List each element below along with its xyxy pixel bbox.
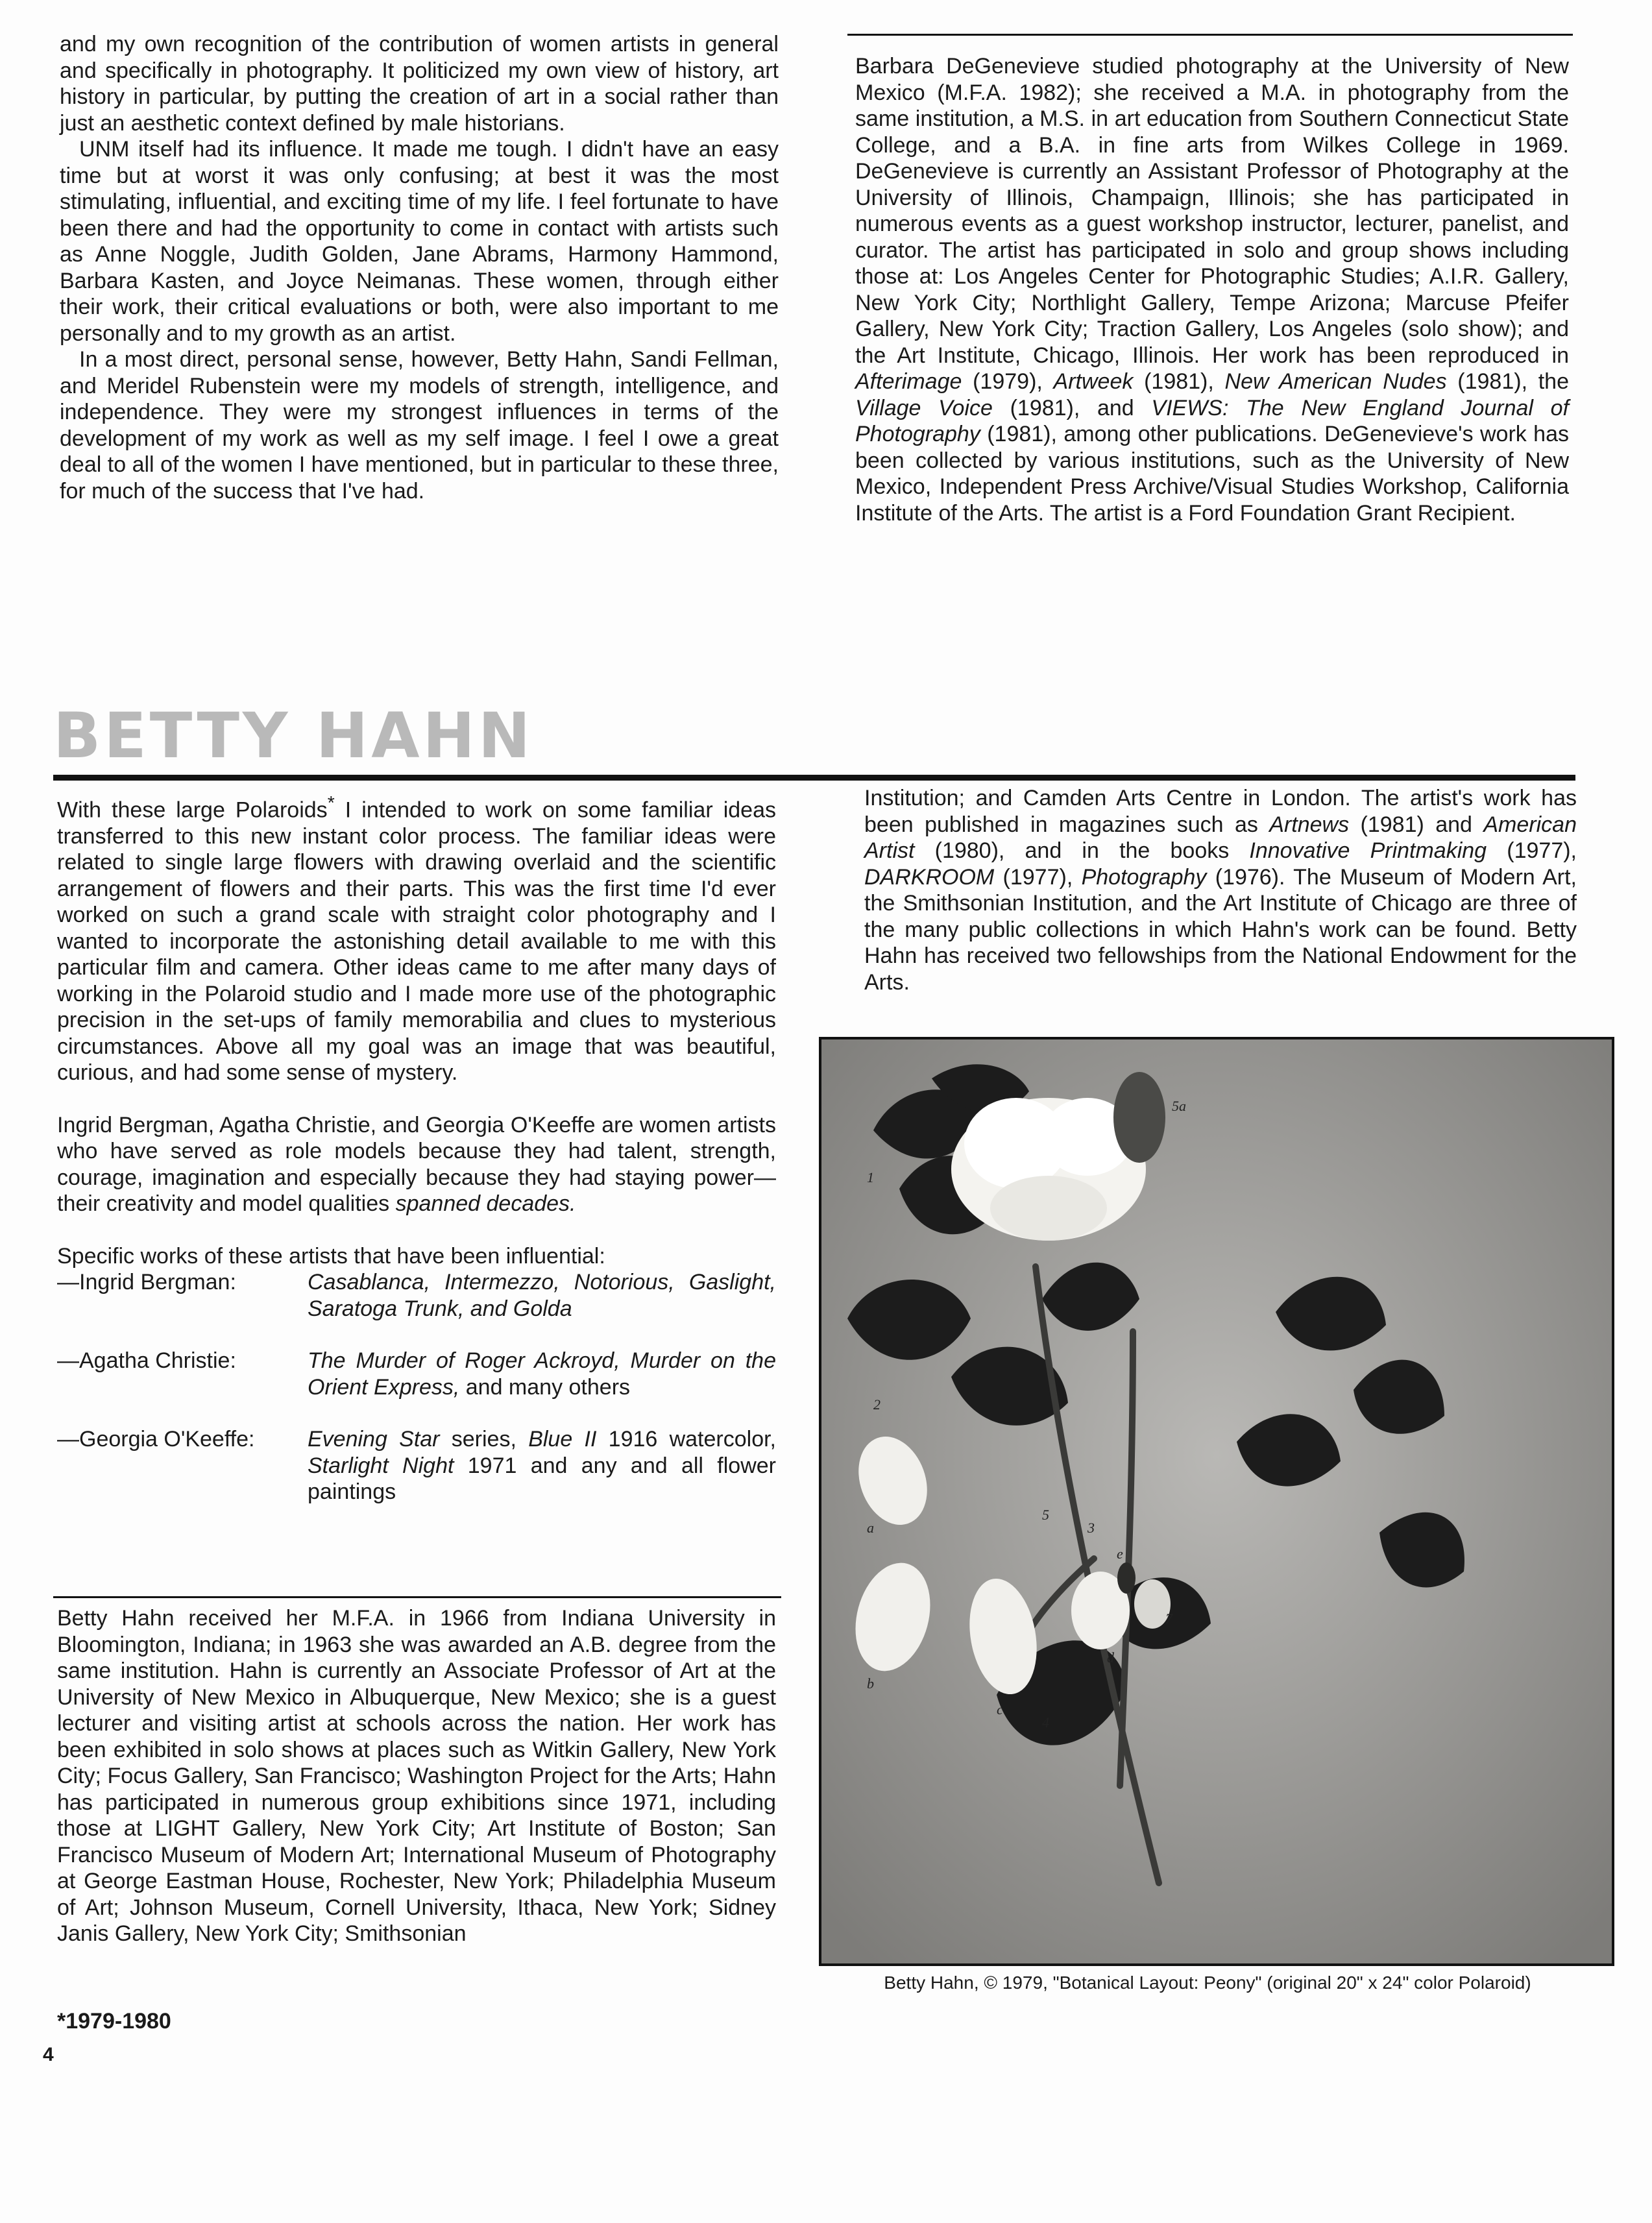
svg-text:7: 7 [1165,1610,1172,1627]
essay-paragraph: In a most direct, personal sense, however, Betty Hahn, Sandi Fellman, and Meridel Rubenstein were my models of strength, intelligence, and independence. They were my strongest influences in terms of the development of my work as well as my self image. I feel I owe a great deal to all of the women I have mentioned, but in particular to these three, for much of the success that I've had. [60,347,779,504]
page-number: 4 [43,2044,54,2065]
photo-caption: Betty Hahn, © 1979, "Botanical Layout: Peony" (original 20" x 24" color Polaroid) [884,1973,1531,1993]
influential-works-list: —Ingrid Bergman: Casablanca, Intermezzo, Notorious, Gaslight, Saratoga Trunk, and Golda [57,1270,776,1321]
bio-rule [53,1596,781,1598]
degenevieve-bio: Barbara DeGenevieve studied photography at the University of New Mexico (M.F.A. 1982); she received a M.A. in photography from the same institution, a M.S. in art education from Southern Connecticut State College, and a B.A. in fine arts from Wilkes College in 1969. DeGenevieve is currently an Assistant Professor of Photography at the University of Illinois, Champaign, Illinois; she has participated in numerous events as a guest workshop instructor, lecturer, panelist, and curator. The artist has participated in solo and group shows including those at: Los Angeles Center for Photographic Studies; A.I.R. Gallery, New York City; Northlight Gallery, Tempe Arizona; Marcuse Pfeifer Gallery, New York City; Traction Gallery, Los Angeles (solo show); and the Art Institute, Chicago, Illinois. Her work has been reproduced in Afterimage (1979), Artweek (1981), New American Nudes (1981), the Village Voice (1981), and VIEWS: The New England Journal of Photography (1981), among other publications. DeGenevieve's work has been collected by various institutions, such as the University of New Mexico, Independent Press Archive/Visual Studies Workshop, California Institute of the Arts. The artist is a Ford Foundation Grant Recipient. [855,54,1570,526]
svg-text:4: 4 [1042,1714,1049,1731]
svg-text:2: 2 [873,1396,881,1413]
top-right-rule [847,34,1573,36]
footnote: *1979-1980 [57,2009,171,2034]
essay-column-continued [60,31,779,504]
svg-text:3: 3 [1087,1520,1095,1536]
artist-statement: With these large Polaroids* I intended to work on some familiar ideas transferred to this new instant color process. The familiar ideas were related to single large flowers with drawing overlaid and the scientific arrangement of flowers and their parts. This was the first time I'd ever worked on such a grand scale with straight color photography and I wanted to incorporate the astonishing detail available to me with this particular film and camera. Other ideas came to me after many days of working in the Polaroid studio and I made more use of the photographic precision in the set-ups of family memorabilia and clues to mysterious circumstances. Above all my goal was an image that was beautiful, curious, and had some sense of mystery. Ingrid Bergman, Agatha Christie, and Georgia O'Keeffe are women artists who have served as role models because they had talent, strength, courage, imagination and especially because they had staying power—their creativity and model qualities spanned decades. Specific works of these artists that have been influential: —Ingrid Bergman: Casablanca, Intermezzo, Notorious, Gaslight, Saratoga Trunk, and Golda —Agatha Christie: The Murder of Roger Ackroyd, Murder on the Orient Express, and many others —Georgia O'Keeffe: Evening Star series, Blue II 1916 watercolor, Starlight Night 1971 and any and all flower paintings [57,793,776,1505]
botanical-layout-photo [819,1037,1614,1966]
essay-paragraph: UNM itself had its influence. It made me tough. I didn't have an easy time but at worst it was only confusing; at best it was the most stimulating, influential, and exciting time of my life. I feel fortunate to have been there and had the opportunity to come in contact with artists such as Anne Noggle, Judith Golden, Jane Abrams, Harmony Hammond, Barbara Kasten, and Joyce Neimanas. These women, through either their work, their critical evaluations or both, were also important to me personally and to my growth as an artist. [60,137,779,346]
svg-text:d: d [1107,1649,1114,1666]
hahn-bio-continued: Institution; and Camden Arts Centre in London. The artist's work has been published in magazines such as Artnews (1981) and American Artist (1980), and in the books Innovative Printmaking (1977), DARKROOM (1977), Photography (1976). The Museum of Modern Art, the Smithsonian Institution, and the Art Institute of Chicago are three of the many public collections in which Hahn's work can be found. Betty Hahn has received two fellowships from the National Endowment for the Arts. [864,786,1577,995]
essay-paragraph: and my own recognition of the contribution of women artists in general and specifically in photography. It politicized my own view of history, art history in particular, by putting the creation of art in a social rather than just an aesthetic context defined by male historians. [60,32,779,136]
svg-text:a: a [867,1520,874,1536]
svg-text:e: e [1117,1546,1123,1562]
bud [1113,1072,1165,1163]
svg-text:c: c [997,1701,1003,1718]
heading-rule [53,775,1575,781]
svg-text:5a: 5a [1172,1098,1186,1114]
hahn-bio: Betty Hahn received her M.F.A. in 1966 from Indiana University in Bloomington, Indiana; in 1963 she was awarded an A.B. degree from the same institution. Hahn is currently an Associate Professor of Art at the University of New Mexico in Albuquerque, New Mexico; she is a guest lecturer and visiting artist at schools across the nation. Her work has been exhibited in solo shows at places such as Witkin Gallery, New York City; Focus Gallery, San Francisco; Washington Project for the Arts; Hahn has participated in numerous group exhibitions since 1971, including those at LIGHT Gallery, New York City; Art Institute of Boston; San Francisco Museum of Modern Art; International Museum of Photography at George Eastman House, Rochester, New York; Philadelphia Museum of Art; Johnson Museum, Cornell University, Ithaca, New York; Sidney Janis Gallery, New York City; Smithsonian [57,1606,776,1946]
svg-text:5: 5 [1042,1507,1049,1523]
svg-text:b: b [867,1675,874,1692]
svg-text:1: 1 [867,1169,874,1185]
dark-fragment [1117,1562,1136,1594]
section-heading: BETTY HAHN [53,699,534,772]
